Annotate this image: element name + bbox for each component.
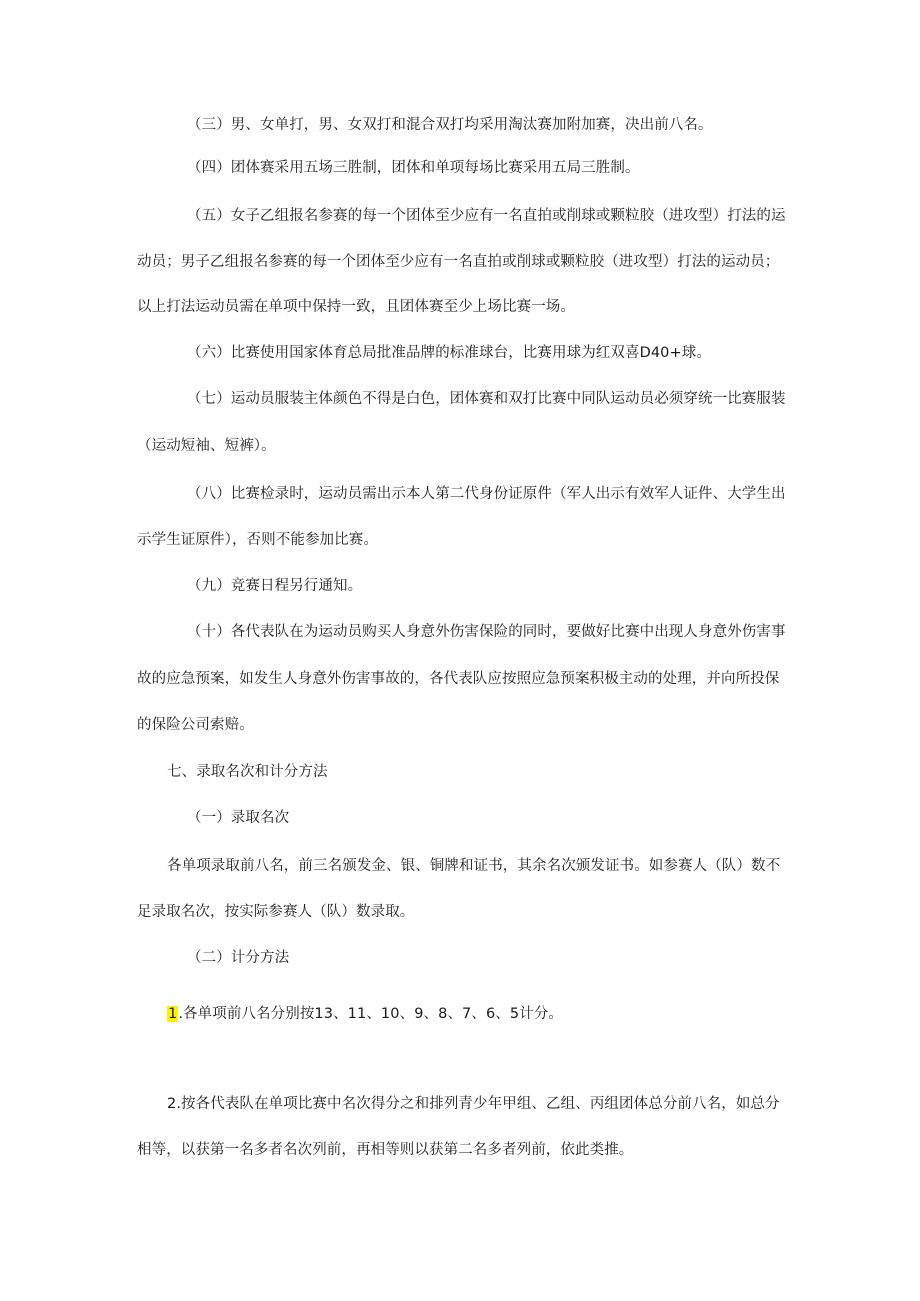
section-7-sub-2-heading: （二）计分方法: [187, 950, 290, 966]
paragraph-7-line-2: （运动短袖、短裤）。: [137, 438, 276, 454]
scoring-rule-1-text: .各单项前八名分别按13、11、10、9、8、7、6、5计分。: [178, 1006, 564, 1022]
paragraph-8-line-2: 示学生证原件），否则不能参加比赛。: [137, 532, 378, 548]
paragraph-5-line-2: 动员；男子乙组报名参赛的每一个团体至少应有一名直拍或削球或颗粒胶（进攻型）打法的运动员；: [137, 254, 780, 270]
paragraph-10-line-1: （十）各代表队在为运动员购买人身意外伤害保险的同时，要做好比赛中出现人身意外伤害事: [187, 624, 786, 640]
paragraph-6: （六）比赛使用国家体育总局批准品牌的标准球台，比赛用球为红双喜D40+球。: [187, 345, 711, 361]
highlighted-number: 1: [168, 1006, 178, 1022]
scoring-rule-2-line-2: 相等，以获第一名多者名次列前，再相等则以获第二名多者列前，依此类推。: [137, 1142, 634, 1158]
paragraph-5-line-1: （五）女子乙组报名参赛的每一个团体至少应有一名直拍或削球或颗粒胶（进攻型）打法的运: [187, 208, 786, 224]
paragraph-4: （四）团体赛采用五场三胜制，团体和单项每场比赛采用五局三胜制。: [187, 160, 640, 176]
paragraph-10-line-2: 故的应急预案，如发生人身意外伤害事故的，各代表队应按照应急预案积极主动的处理，并向所投保: [137, 671, 780, 687]
ranking-rule-line-1: 各单项录取前八名，前三名颁发金、银、铜牌和证书，其余名次颁发证书。如参赛人（队）数不: [167, 858, 781, 874]
section-7-heading: 七、录取名次和计分方法: [167, 764, 328, 780]
paragraph-8-line-1: （八）比赛检录时，运动员需出示本人第二代身份证原件（军人出示有效军人证件、大学生出: [187, 486, 786, 502]
scoring-rule-1: [167, 1004, 563, 1024]
scoring-rule-2-line-1: 2.按各代表队在单项比赛中名次得分之和排列青少年甲组、乙组、丙组团体总分前八名，如总分: [167, 1096, 780, 1112]
section-7-sub-1-heading: （一）录取名次: [187, 810, 290, 826]
paragraph-7-line-1: （七）运动员服装主体颜色不得是白色，团体赛和双打比赛中同队运动员必须穿统一比赛服装: [187, 391, 786, 407]
ranking-rule-line-2: 足录取名次，按实际参赛人（队）数录取。: [137, 904, 415, 920]
paragraph-10-line-3: 的保险公司索赔。: [137, 717, 254, 733]
paragraph-3: （三）男、女单打，男、女双打和混合双打均采用淘汰赛加附加赛，决出前八名。: [187, 117, 713, 133]
paragraph-5-line-3: 以上打法运动员需在单项中保持一致，且团体赛至少上场比赛一场。: [137, 299, 575, 315]
paragraph-9: （九）竞赛日程另行通知。: [187, 578, 363, 594]
